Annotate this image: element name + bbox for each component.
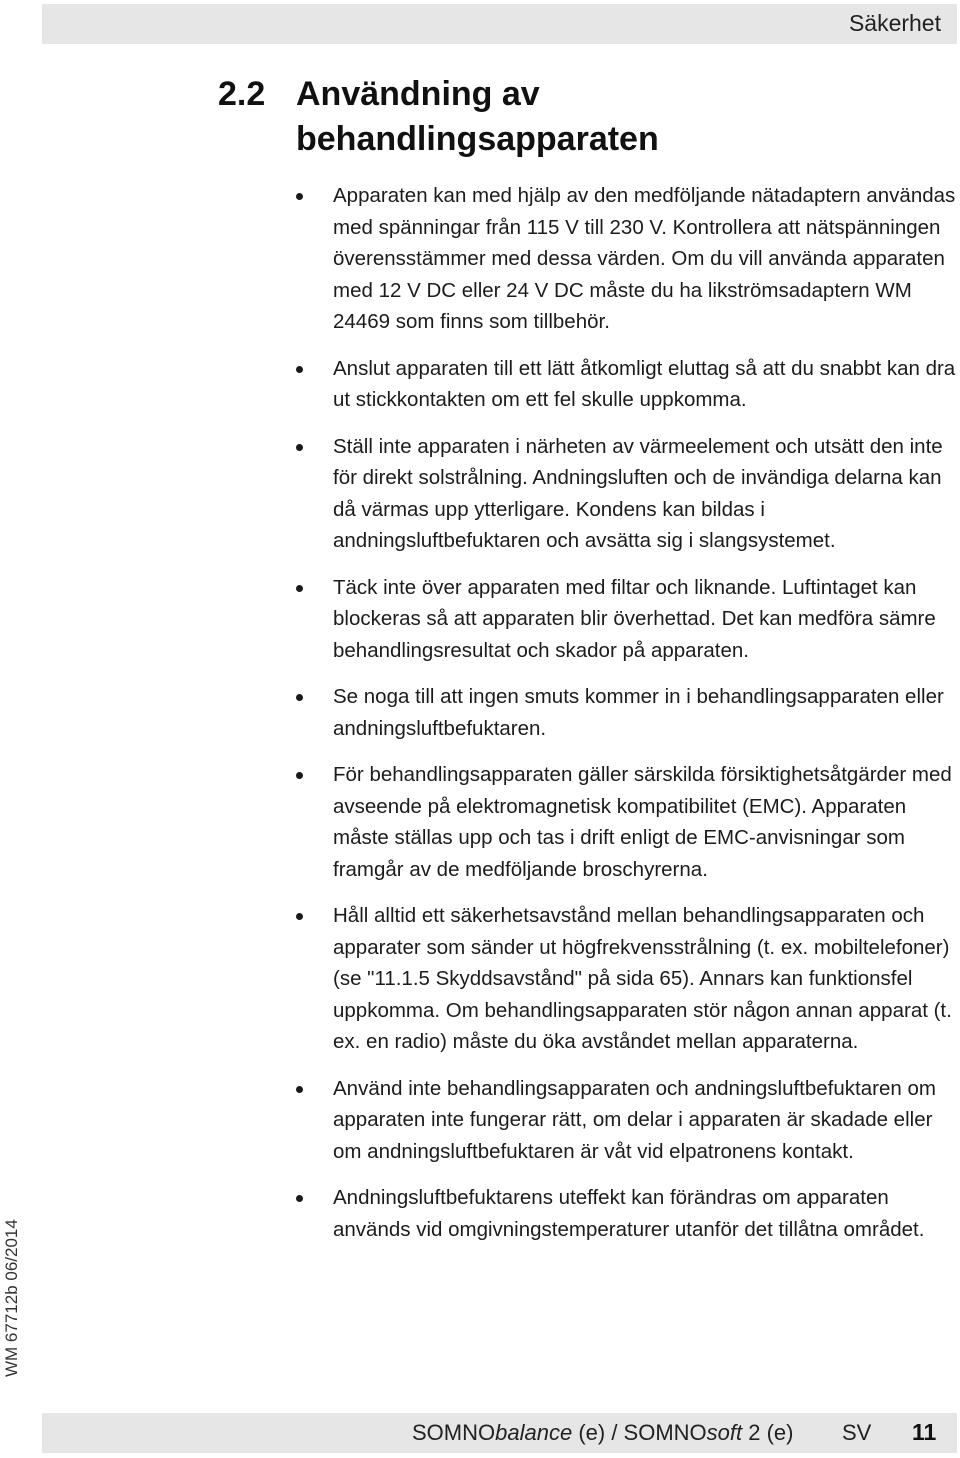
section-title: Säkerhet [848,10,941,36]
list-item-text: Håll alltid ett säkerhetsavstånd mellan behandlingsapparaten och apparater som sänder ut högfrekvensstrålning (t. ex. mobiltelefoner) (se "11.1.5 Skyddsavstånd" på sida 65). Annars kan funktionsfel uppkomma. Om behandlingsapparaten stör någon annan apparat (t. ex. en radio) måste du öka avståndet mellan apparaterna. [333,904,952,1053]
list-item-text: För behandlingsapparaten gäller särskilda försiktighetsåtgärder med avseende på elektromagnetisk kompatibilitet (EMC). Apparaten måste ställas upp och tas i drift enligt de EMC-anvisningar som framgår av de medföljande broschyrerna. [333,763,952,881]
footer-bar [42,1413,957,1453]
page-number: 11 [912,1419,937,1445]
bullet-icon [296,585,303,592]
list-item-text: Ställ inte apparaten i närheten av värmeelement och utsätt den inte för direkt solstrålning. Andningsluften och de invändiga delarna kan då värmas upp ytterligare. Kondens kan bildas i andningsluftbefuktaren och avsätta sig i slangsystemet. [333,434,943,552]
list-item [296,431,956,557]
list-item [296,1073,956,1168]
bullet-icon [296,366,303,373]
list-item [296,759,956,885]
document-code: WM 67712b 06/2014 [2,1219,21,1377]
bullet-icon [296,193,303,200]
product-name: SOMNObalance (e) / SOMNOsoft 2 (e) [412,1420,794,1445]
list-item-text: Anslut apparaten till ett lätt åtkomligt eluttag så att du snabbt kan dra ut stickkontakten om ett fel skulle uppkomma. [333,356,956,411]
list-item [296,572,956,667]
list-item [296,1182,956,1245]
bullet-icon [296,444,303,451]
list-item-text: Andningsluftbefuktarens uteffekt kan förändras om apparaten används vid omgivningstemperaturer utanför det tillåtna området. [333,1186,925,1241]
language-code: SV [842,1420,872,1445]
list-item-text: Täck inte över apparaten med filtar och liknande. Luftintaget kan blockeras så att apparaten blir överhettad. Det kan medföra sämre behandlingsresultat och skador på apparaten. [333,575,936,662]
header-bar [42,4,957,44]
list-item-text: Apparaten kan med hjälp av den medföljande nätadaptern användas med spänningar från 115 V till 230 V. Kontrollera att nätspänningen överensstämmer med dessa värden. Om du vill använda apparaten med 12 V DC eller 24 V DC måste du ha likströmsadaptern WM 24469 som finns som tillbehör. [333,184,956,333]
bullet-icon [296,913,303,920]
list-item [296,681,956,744]
list-item-text: Använd inte behandlingsapparaten och andningsluftbefuktaren om apparaten inte fungerar rätt, om delar i apparaten är skadade eller om andningsluftbefuktaren är våt vid elpatronens kontakt. [333,1076,936,1163]
bullet-icon [296,1195,303,1202]
list-item [296,900,956,1058]
list-item-text: Se noga till att ingen smuts kommer in i behandlingsapparaten eller andningsluftbefuktaren. [333,685,944,740]
section-title-text: Användning av behandlingsapparaten [296,75,659,158]
bullet-icon [296,772,303,779]
section-number: 2.2 [218,75,266,113]
bullet-icon [296,694,303,701]
bullet-icon [296,1086,303,1093]
list-item [296,180,956,338]
bullet-list [296,180,956,1245]
list-item [296,353,956,416]
